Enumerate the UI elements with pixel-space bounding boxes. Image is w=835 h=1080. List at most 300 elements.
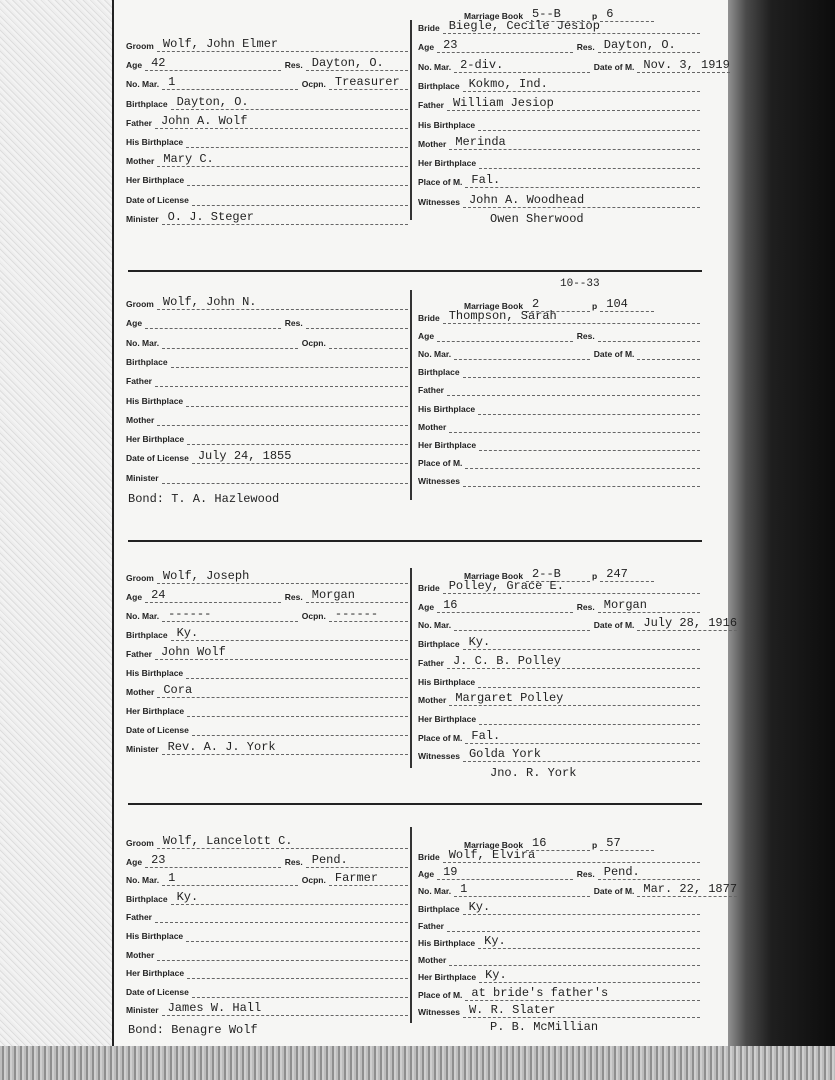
groom-her-birthplace-label: Her Birthplace [126, 434, 185, 445]
record-divider [410, 290, 412, 500]
bride-date-of-m-label: Date of M. [593, 620, 635, 631]
bride-his-birthplace-label: His Birthplace [418, 119, 476, 130]
groom-field-row [126, 739, 408, 755]
groom-his-birthplace-value [186, 665, 408, 679]
groom-date-of-license-value: July 24, 1855 [192, 450, 408, 464]
bride-birthplace-value [463, 364, 700, 378]
marriage-book-label: Marriage Book [464, 301, 524, 311]
marriage-book-value: 16 [526, 837, 590, 851]
groom-father-label: Father [126, 376, 152, 387]
groom-birthplace-value [171, 354, 408, 368]
bride-father-label: Father [418, 657, 444, 668]
groom-res-value: Morgan [306, 589, 408, 603]
groom-ocpn-value: ------ [329, 608, 408, 622]
bride-witnesses-label: Witnesses [418, 196, 460, 207]
groom-minister-label: Minister [126, 1005, 159, 1016]
groom-her-birthplace-label: Her Birthplace [126, 706, 185, 716]
bride-field-row [418, 933, 700, 949]
bride-field-row [418, 847, 700, 863]
bride-place-of-m-value: Fal. [465, 174, 700, 188]
groom-field-row [126, 682, 408, 698]
bride-field-row [418, 728, 700, 744]
groom-ocpn-label: Ocpn. [301, 337, 326, 348]
marriage-book-label: Marriage Book [464, 11, 524, 21]
groom-field-row [126, 907, 408, 923]
bride-place-of-m-label: Place of M. [418, 177, 463, 188]
bride-field-row [418, 453, 700, 469]
bond-text: Bond: T. A. Hazlewood [128, 492, 280, 506]
groom-father-value: John Wolf [155, 646, 408, 660]
bride-bride-value: Biegle, Cecile Jesiop [443, 20, 700, 34]
bride-birthplace-label: Birthplace [418, 639, 460, 650]
bride-field-row [418, 864, 700, 880]
groom-res-value [306, 315, 408, 329]
bride-birthplace-value: Ky. [463, 636, 700, 650]
groom-mother-value: Cora [157, 684, 408, 698]
bride-birthplace-value: Ky. [463, 901, 700, 915]
bride-witnesses-value [463, 473, 700, 487]
bride-place-of-m-label: Place of M. [418, 457, 463, 468]
groom-age-label: Age [126, 592, 143, 602]
groom-no-mar-value: 1 [162, 872, 298, 886]
bride-res-value: Dayton, O. [598, 39, 700, 53]
groom-father-value: John A. Wolf [155, 115, 408, 129]
record-divider [410, 20, 412, 220]
bride-field-row [418, 690, 700, 706]
bride-father-value [447, 382, 700, 396]
groom-date-of-license-label: Date of License [126, 453, 189, 464]
bride-father-value [447, 918, 700, 932]
groom-her-birthplace-label: Her Birthplace [126, 175, 185, 186]
bride-field-row [418, 578, 700, 594]
groom-birthplace-value: Ky. [171, 891, 408, 905]
groom-field-row [126, 870, 408, 886]
bride-field-row [418, 435, 700, 451]
marriage-book-value: 5--B [526, 8, 590, 22]
bride-field-row [418, 881, 738, 897]
groom-field-row [126, 587, 408, 603]
bride-mother-label: Mother [418, 421, 447, 432]
groom-field-row [126, 701, 408, 717]
groom-her-birthplace-label: Her Birthplace [126, 968, 185, 979]
bride-mother-label: Mother [418, 138, 447, 149]
groom-birthplace-value: Ky. [171, 627, 408, 641]
bride-field-row [418, 916, 700, 932]
bride-her-birthplace-label: Her Birthplace [418, 972, 477, 983]
bride-field-row [418, 899, 700, 915]
bride-age-value: 23 [437, 39, 573, 53]
groom-field-row [126, 663, 408, 679]
bride-field-row [418, 134, 700, 150]
bride-his-birthplace-label: His Birthplace [418, 938, 476, 948]
bride-mother-value: Margaret Polley [449, 692, 700, 706]
bride-date-of-m-value: July 28, 1916 [637, 617, 737, 631]
bride-date-of-m-value: Mar. 22, 1877 [637, 883, 737, 897]
groom-father-label: Father [126, 912, 152, 923]
groom-field-row [126, 429, 408, 445]
groom-date-of-license-label: Date of License [126, 194, 189, 205]
groom-minister-label: Minister [126, 472, 159, 483]
groom-field-row [126, 170, 408, 186]
groom-field-row [126, 113, 408, 129]
groom-field-row [126, 209, 408, 225]
groom-groom-value: Wolf, Joseph [157, 570, 408, 584]
bride-father-label: Father [418, 385, 444, 396]
bride-mother-label: Mother [418, 955, 447, 966]
groom-field-row [126, 606, 408, 622]
bride-father-value: William Jesiop [447, 97, 700, 111]
record-separator [128, 540, 702, 542]
groom-field-row [126, 313, 408, 329]
groom-minister-value [162, 470, 408, 484]
bride-place-of-m-value: Fal. [465, 730, 700, 744]
bride-res-value: Morgan [598, 599, 700, 613]
bride-date-of-m-label: Date of M. [593, 886, 635, 897]
record-note: 10--33 [560, 278, 600, 290]
groom-field-row [126, 720, 408, 736]
bride-field-row [418, 597, 700, 613]
bride-birthplace-label: Birthplace [418, 903, 460, 914]
bride-field-row [418, 1002, 700, 1018]
bride-no-mar-label: No. Mar. [418, 620, 452, 631]
bride-field-row [418, 344, 700, 360]
bride-his-birthplace-value [478, 401, 700, 415]
bride-res-value: Pend. [598, 866, 700, 880]
bride-bride-label: Bride [418, 313, 440, 323]
bride-field-row [418, 172, 700, 188]
bride-birthplace-value: Kokmo, Ind. [463, 78, 700, 92]
groom-no-mar-value: ------ [162, 608, 298, 622]
bride-field-row [418, 950, 700, 966]
bride-res-label: Res. [576, 42, 595, 53]
groom-his-birthplace-value [186, 393, 408, 407]
bride-her-birthplace-value: Ky. [479, 969, 700, 983]
groom-his-birthplace-label: His Birthplace [126, 137, 184, 147]
bride-age-value: 16 [437, 599, 573, 613]
groom-father-label: Father [126, 649, 152, 659]
groom-groom-value: Wolf, Lancelott C. [157, 835, 408, 849]
page-value: 6 [600, 8, 654, 22]
groom-mother-label: Mother [126, 156, 155, 167]
scan-margin-bottom [0, 1046, 835, 1080]
groom-field-row [126, 852, 408, 868]
marriage-book-label: Marriage Book [464, 840, 524, 850]
bride-field-row [418, 709, 700, 725]
bride-field-row [418, 308, 700, 324]
groom-field-row [126, 926, 408, 942]
bride-no-mar-label: No. Mar. [418, 349, 452, 360]
bride-field-row [418, 326, 700, 342]
groom-field-row [126, 190, 408, 206]
groom-res-label: Res. [284, 318, 303, 329]
page-value: 57 [600, 837, 654, 851]
groom-groom-label: Groom [126, 41, 154, 51]
groom-father-value [155, 909, 408, 923]
scan-margin-left [0, 0, 112, 1080]
groom-field-row [126, 36, 408, 52]
groom-his-birthplace-label: His Birthplace [126, 931, 184, 941]
bride-field-row [418, 967, 700, 983]
bride-bride-value: Wolf, Elvira [443, 849, 700, 863]
groom-field-row [126, 889, 408, 905]
groom-no-mar-label: No. Mar. [126, 79, 160, 90]
bride-age-label: Age [418, 869, 435, 880]
groom-her-birthplace-value [187, 965, 408, 979]
groom-mother-value [157, 412, 408, 426]
groom-res-value: Pend. [306, 854, 408, 868]
bride-bride-label: Bride [418, 23, 440, 33]
bride-field-row [418, 399, 700, 415]
bride-age-value: 19 [437, 866, 573, 880]
bride-his-birthplace-label: His Birthplace [418, 676, 476, 687]
bride-father-value: J. C. B. Polley [447, 655, 700, 669]
bride-age-value [437, 328, 573, 342]
bride-field-row [418, 672, 700, 688]
groom-groom-label: Groom [126, 299, 154, 309]
bride-her-birthplace-label: Her Birthplace [418, 439, 477, 450]
groom-field-row [126, 625, 408, 641]
groom-minister-label: Minister [126, 213, 159, 224]
bride-field-row [418, 746, 700, 762]
bride-his-birthplace-value [478, 117, 700, 131]
bride-field-row [418, 615, 738, 631]
groom-field-row [126, 945, 408, 961]
groom-date-of-license-value [192, 984, 408, 998]
marriage-book-value: 2 [526, 298, 590, 312]
bride-place-of-m-label: Place of M. [418, 732, 463, 743]
bride-field-row [418, 95, 700, 111]
witness-second: P. B. McMillian [490, 1020, 599, 1034]
groom-her-birthplace-value [187, 703, 408, 717]
bride-age-label: Age [418, 42, 435, 53]
bride-her-birthplace-label: Her Birthplace [418, 713, 477, 724]
groom-date-of-license-value [192, 722, 408, 736]
groom-groom-value: Wolf, John N. [157, 296, 408, 310]
groom-field-row [126, 982, 408, 998]
groom-his-birthplace-label: His Birthplace [126, 668, 184, 678]
bride-no-mar-value [454, 617, 590, 631]
bride-date-of-m-label: Date of M. [593, 61, 635, 72]
bride-witnesses-value: John A. Woodhead [463, 194, 700, 208]
groom-ocpn-label: Ocpn. [301, 611, 326, 621]
bride-age-label: Age [418, 331, 435, 342]
groom-father-label: Father [126, 117, 152, 128]
groom-her-birthplace-value [187, 172, 408, 186]
groom-his-birthplace-value [186, 928, 408, 942]
bride-witnesses-label: Witnesses [418, 475, 460, 486]
bride-res-value [598, 328, 700, 342]
groom-date-of-license-label: Date of License [126, 986, 189, 997]
marriage-book-label: Marriage Book [464, 571, 524, 581]
bride-no-mar-label: No. Mar. [418, 61, 452, 72]
bride-res-label: Res. [576, 331, 595, 342]
bride-his-birthplace-value: Ky. [478, 935, 700, 949]
groom-minister-value: O. J. Steger [162, 211, 408, 225]
bride-no-mar-value: 1 [454, 883, 590, 897]
bride-field-row [418, 634, 700, 650]
page-label: p [592, 11, 598, 21]
bride-date-of-m-value [637, 346, 700, 360]
bride-field-row [418, 192, 700, 208]
groom-birthplace-label: Birthplace [126, 356, 168, 367]
groom-mother-value: Mary C. [157, 153, 408, 167]
groom-mother-value [157, 947, 408, 961]
bride-field-row [418, 115, 700, 131]
bride-witnesses-label: Witnesses [418, 1006, 460, 1017]
bride-her-birthplace-value [479, 711, 700, 725]
bride-mother-value [449, 419, 700, 433]
bride-field-row [418, 362, 700, 378]
bride-mother-label: Mother [418, 695, 447, 706]
page-label: p [592, 301, 598, 311]
groom-father-value [155, 373, 408, 387]
bride-witnesses-label: Witnesses [418, 751, 460, 762]
bride-her-birthplace-value [479, 437, 700, 451]
bride-field-row [418, 417, 700, 433]
groom-his-birthplace-value [186, 134, 408, 148]
bride-field-row [418, 653, 700, 669]
groom-mother-label: Mother [126, 414, 155, 425]
bride-his-birthplace-value [478, 674, 700, 688]
groom-birthplace-label: Birthplace [126, 98, 168, 109]
groom-birthplace-label: Birthplace [126, 893, 168, 904]
bride-age-label: Age [418, 601, 435, 612]
bride-field-row [418, 471, 700, 487]
bride-res-label: Res. [576, 601, 595, 612]
bride-his-birthplace-label: His Birthplace [418, 403, 476, 414]
groom-field-row [126, 963, 408, 979]
groom-field-row [126, 294, 408, 310]
groom-res-label: Res. [284, 856, 303, 867]
page-value: 104 [600, 298, 654, 312]
groom-field-row [126, 94, 408, 110]
groom-no-mar-label: No. Mar. [126, 611, 160, 621]
record-separator [128, 270, 702, 272]
groom-no-mar-value: 1 [162, 76, 298, 90]
groom-groom-label: Groom [126, 573, 154, 583]
bride-her-birthplace-label: Her Birthplace [418, 158, 477, 169]
record-divider [410, 568, 412, 768]
groom-mother-label: Mother [126, 949, 155, 960]
bride-her-birthplace-value [479, 155, 700, 169]
groom-field-row [126, 151, 408, 167]
groom-age-value: 23 [145, 854, 281, 868]
groom-res-label: Res. [284, 60, 303, 71]
groom-date-of-license-label: Date of License [126, 725, 189, 735]
bride-place-of-m-value: at bride's father's [465, 987, 700, 1001]
groom-mother-label: Mother [126, 687, 155, 697]
groom-field-row [126, 371, 408, 387]
bride-no-mar-value [454, 346, 590, 360]
groom-field-row [126, 410, 408, 426]
groom-res-value: Dayton, O. [306, 57, 408, 71]
groom-field-row [126, 352, 408, 368]
groom-date-of-license-value [192, 192, 408, 206]
witness-second: Owen Sherwood [490, 212, 584, 226]
bride-bride-value: Thompson, Sarah [443, 310, 700, 324]
groom-age-label: Age [126, 856, 143, 867]
groom-no-mar-label: No. Mar. [126, 875, 160, 886]
groom-ocpn-label: Ocpn. [301, 79, 326, 90]
groom-field-row [126, 1000, 408, 1016]
groom-age-label: Age [126, 60, 143, 71]
bride-field-row [418, 37, 700, 53]
bond-text: Bond: Benagre Wolf [128, 1023, 258, 1037]
groom-field-row [126, 333, 408, 349]
bride-mother-value: Merinda [449, 136, 700, 150]
bride-field-row [418, 985, 700, 1001]
bride-no-mar-value: 2-div. [454, 59, 590, 73]
bride-mother-value [449, 952, 700, 966]
groom-field-row [126, 568, 408, 584]
record-divider [410, 827, 412, 1023]
groom-minister-value: James W. Hall [162, 1002, 408, 1016]
groom-field-row [126, 391, 408, 407]
groom-age-label: Age [126, 318, 143, 329]
groom-age-value: 42 [145, 57, 281, 71]
groom-her-birthplace-value [187, 431, 408, 445]
bride-witnesses-value: W. R. Slater [463, 1004, 700, 1018]
bride-father-label: Father [418, 920, 444, 931]
groom-field-row [126, 644, 408, 660]
bride-bride-label: Bride [418, 583, 440, 593]
groom-age-value [145, 315, 281, 329]
groom-ocpn-value: Treasurer [329, 76, 408, 90]
groom-res-label: Res. [284, 592, 303, 602]
bride-birthplace-label: Birthplace [418, 367, 460, 378]
bride-place-of-m-value [465, 455, 700, 469]
scan-margin-right [726, 0, 835, 1080]
groom-birthplace-label: Birthplace [126, 630, 168, 640]
bride-date-of-m-label: Date of M. [593, 349, 635, 360]
marriage-book-value: 2--B [526, 568, 590, 582]
groom-ocpn-label: Ocpn. [301, 875, 326, 886]
bride-father-label: Father [418, 100, 444, 111]
bride-res-label: Res. [576, 869, 595, 880]
bride-place-of-m-label: Place of M. [418, 989, 463, 1000]
bride-field-row [418, 57, 730, 73]
groom-field-row [126, 132, 408, 148]
groom-no-mar-label: No. Mar. [126, 337, 160, 348]
page-label: p [592, 840, 598, 850]
groom-age-value: 24 [145, 589, 281, 603]
marriage-record-page [112, 0, 738, 1048]
record-separator [128, 803, 702, 805]
groom-field-row [126, 74, 408, 90]
page-value: 247 [600, 568, 654, 582]
page-label: p [592, 571, 598, 581]
bride-field-row [418, 380, 700, 396]
witness-second: Jno. R. York [490, 766, 577, 780]
groom-groom-value: Wolf, John Elmer [157, 38, 408, 52]
groom-field-row [126, 55, 408, 71]
groom-ocpn-value [329, 335, 408, 349]
groom-minister-value: Rev. A. J. York [162, 741, 408, 755]
bride-bride-label: Bride [418, 852, 440, 862]
bride-field-row [418, 76, 700, 92]
groom-minister-label: Minister [126, 744, 159, 754]
bride-no-mar-label: No. Mar. [418, 886, 452, 897]
groom-groom-label: Groom [126, 838, 154, 848]
bride-field-row [418, 18, 700, 34]
groom-his-birthplace-label: His Birthplace [126, 395, 184, 406]
groom-field-row [126, 468, 408, 484]
groom-ocpn-value: Farmer [329, 872, 408, 886]
groom-field-row [126, 448, 408, 464]
groom-no-mar-value [162, 335, 298, 349]
groom-field-row [126, 833, 408, 849]
groom-birthplace-value: Dayton, O. [171, 96, 408, 110]
